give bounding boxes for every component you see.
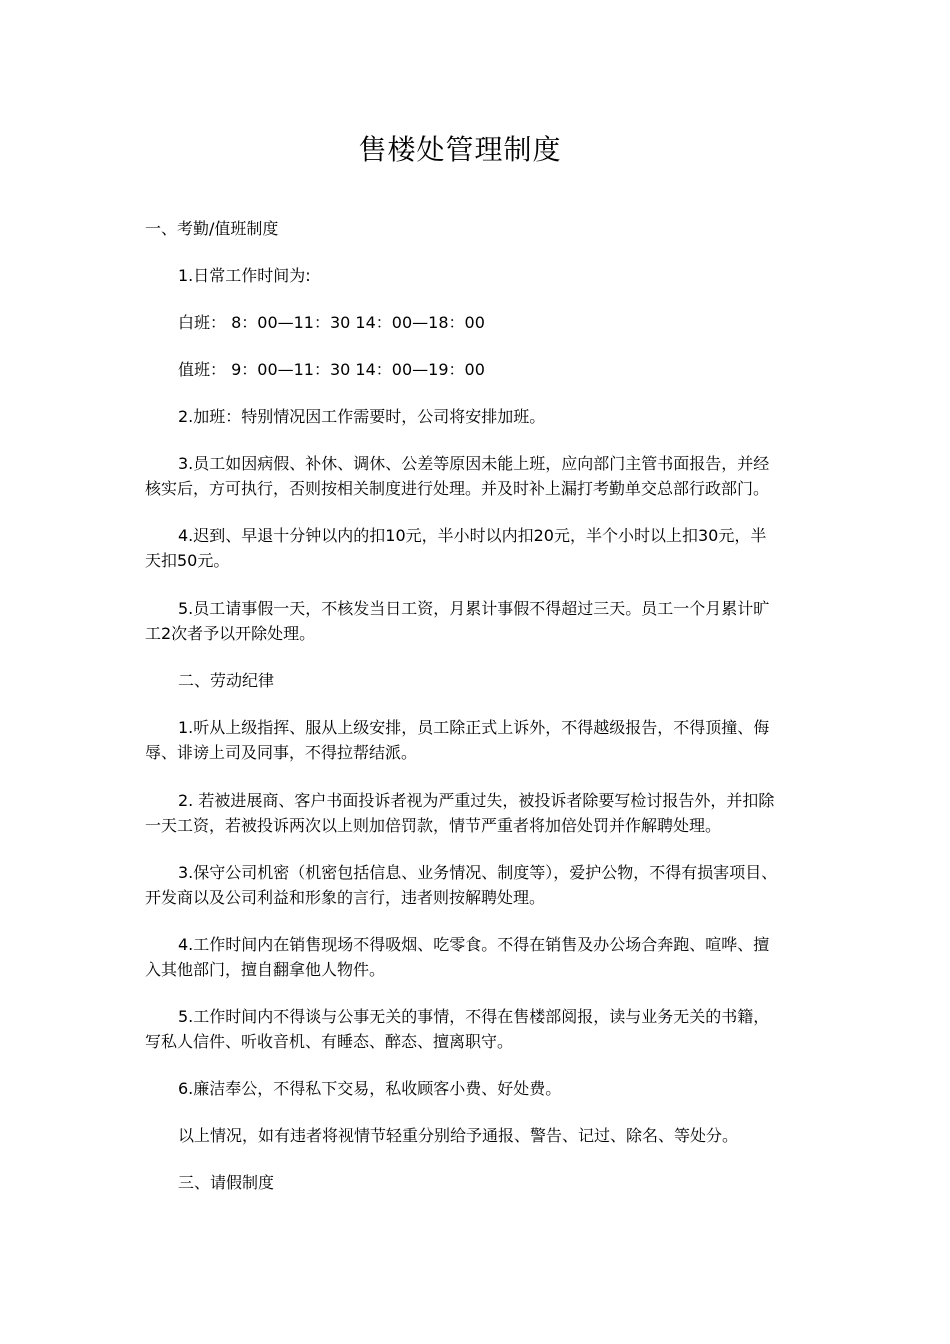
paragraph bbox=[145, 788, 815, 838]
paragraph-line: 4.工作时间内在销售现场不得吸烟、吃零食。不得在销售及办公场合奔跑、喧哗、擅 bbox=[178, 935, 770, 954]
paragraph bbox=[145, 932, 815, 982]
paragraph: 1.日常工作时间为: bbox=[178, 266, 311, 285]
paragraph: 以上情况，如有违者将视情节轻重分别给予通报、警告、记过、除名、等处分。 bbox=[178, 1126, 739, 1145]
paragraph-line: 2. 若被进展商、客户书面投诉者视为严重过失，被投诉者除要写检讨报告外，并扣除 bbox=[178, 791, 775, 810]
paragraph-line: 一天工资，若被投诉两次以上则加倍罚款，情节严重者将加倍处罚并作解聘处理。 bbox=[145, 816, 722, 835]
paragraph: 白班： 8：00—11：30 14：00—18：00 bbox=[178, 313, 485, 332]
paragraph: 值班： 9：00—11：30 14：00—19：00 bbox=[178, 360, 485, 379]
paragraph-line: 写私人信件、听收音机、有睡态、醉态、擅离职守。 bbox=[145, 1032, 514, 1051]
section-heading: 一、考勤/值班制度 bbox=[145, 219, 279, 238]
paragraph bbox=[145, 451, 815, 501]
section-heading: 二、劳动纪律 bbox=[178, 671, 275, 690]
paragraph-line: 工2次者予以开除处理。 bbox=[145, 624, 316, 643]
paragraph bbox=[145, 1004, 815, 1054]
paragraph-line: 3.员工如因病假、补休、调休、公差等原因未能上班，应向部门主管书面报告，并经 bbox=[178, 454, 770, 473]
paragraph: 6.廉洁奉公，不得私下交易，私收顾客小费、好处费。 bbox=[178, 1079, 562, 1098]
document-title: 售楼处管理制度 bbox=[358, 133, 562, 166]
paragraph bbox=[145, 523, 815, 573]
paragraph bbox=[145, 715, 815, 765]
paragraph-line: 入其他部门，擅自翻拿他人物件。 bbox=[145, 960, 386, 979]
paragraph-line: 4.迟到、早退十分钟以内的扣10元，半小时以内扣20元，半个小时以上扣30元，半 bbox=[178, 526, 767, 545]
paragraph bbox=[145, 860, 815, 910]
paragraph: 2.加班：特别情况因工作需要时，公司将安排加班。 bbox=[178, 407, 546, 426]
section-heading: 三、请假制度 bbox=[178, 1173, 275, 1192]
paragraph-line: 天扣50元。 bbox=[145, 551, 230, 570]
paragraph bbox=[145, 596, 815, 646]
paragraph-line: 5.员工请事假一天，不核发当日工资，月累计事假不得超过三天。员工一个月累计旷 bbox=[178, 599, 770, 618]
paragraph-line: 核实后，方可执行，否则按相关制度进行处理。并及时补上漏打考勤单交总部行政部门。 bbox=[145, 479, 770, 498]
paragraph-line: 辱、诽谤上司及同事，不得拉帮结派。 bbox=[145, 743, 418, 762]
paragraph-line: 5.工作时间内不得谈与公事无关的事情，不得在售楼部阅报，读与业务无关的书籍， bbox=[178, 1007, 770, 1026]
paragraph-line: 1.听从上级指挥、服从上级安排，员工除正式上诉外，不得越级报告，不得顶撞、侮 bbox=[178, 718, 770, 737]
paragraph-line: 开发商以及公司利益和形象的言行，违者则按解聘处理。 bbox=[145, 888, 546, 907]
paragraph-line: 3.保守公司机密（机密包括信息、业务情况、制度等），爱护公物，不得有损害项目、 bbox=[178, 863, 778, 882]
